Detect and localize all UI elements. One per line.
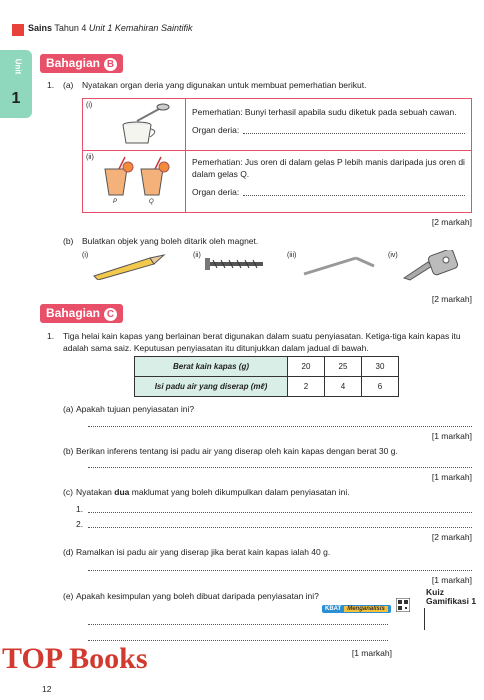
table-cell: 2 [288, 377, 325, 397]
answer-line[interactable] [88, 512, 472, 513]
organ-label: Organ deria: [192, 186, 240, 197]
question-c-label: (c) [63, 487, 73, 497]
unit-tab-label: Unit [13, 58, 23, 75]
kbat-badge [322, 605, 391, 613]
row-number: (ii) [86, 154, 94, 161]
unit-tab [0, 50, 32, 118]
organ-answer-row [192, 187, 465, 197]
question-c-text-pre: Nyatakan [76, 487, 115, 497]
question-d-label: (d) [63, 547, 74, 557]
table-row-text-cell [186, 99, 472, 151]
item-label: (i) [82, 252, 89, 259]
observation-text: Pemerhatian: Jus oren di dalam gelas P lebih manis daripada jus oren di dalam gelas Q. [192, 157, 465, 179]
question-a-label: (a) [63, 404, 74, 414]
answer-line[interactable] [88, 624, 388, 625]
marks-label: [2 markah] [431, 532, 472, 542]
observation-table [82, 98, 472, 213]
section-c-heading [40, 304, 123, 323]
item-label: (iii) [287, 252, 297, 259]
table-row-text-cell [186, 151, 472, 213]
answer-line[interactable] [88, 467, 472, 468]
marks-label: [1 markah] [431, 431, 472, 441]
answer-line[interactable] [88, 570, 472, 571]
table-header-weight: Berat kain kapas (g) [135, 357, 288, 377]
section-b-letter: B [104, 58, 117, 71]
question-a-text: Apakah tujuan penyiasatan ini? [76, 404, 195, 414]
screw-icon[interactable] [203, 254, 268, 272]
question-intro: Tiga helai kain kapas yang berlainan berat digunakan dalam suatu penyiasatan. Ketiga-tiga kain kapas itu adalah sama saiz. Keputusan penyiasatan itu ditunjukkan dalam jadual di bawah. [63, 331, 461, 353]
question-e-text: Apakah kesimpulan yang boleh dibuat daripada penyiasatan ini? [76, 591, 319, 601]
question-a-text: Nyatakan organ deria yang digunakan untuk membuat pemerhatian berikut. [82, 80, 367, 90]
kuiz-line-2: Gamifikasi 1 [426, 596, 477, 606]
straw-icon[interactable] [300, 254, 380, 276]
answer-line[interactable] [243, 195, 465, 196]
answer-number: 1. [76, 504, 84, 514]
book-year: Tahun 4 [54, 23, 87, 33]
table-cell: 4 [325, 377, 362, 397]
item-label: (iv) [388, 252, 398, 259]
question-c-text-bold: dua [114, 487, 130, 497]
question-c-text-post: maklumat yang boleh dikumpulkan dalam penyiasatan ini. [129, 487, 350, 497]
question-number: 1. [47, 80, 55, 90]
observation-text: Pemerhatian: Bunyi terhasil apabila sudu diketuk pada sebuah cawan. [192, 107, 457, 117]
row-number: (i) [86, 102, 93, 109]
glass-p-label: P [113, 199, 118, 205]
results-table [134, 356, 399, 397]
topbooks-logo [2, 642, 148, 676]
qr-code-icon[interactable] [396, 598, 410, 612]
organ-answer-row [192, 125, 465, 135]
section-c-title: Bahagian [46, 306, 101, 320]
book-title: Sains [28, 23, 53, 33]
question-b-label: (b) [63, 236, 74, 246]
answer-line[interactable] [88, 527, 472, 528]
question-c-text [76, 487, 350, 497]
answer-line[interactable] [243, 133, 465, 134]
section-b-heading [40, 54, 123, 73]
table-row-image-cell [83, 151, 186, 213]
table-cell: 6 [362, 377, 399, 397]
unit-tab-number: 1 [11, 90, 21, 107]
table-cell: 30 [362, 357, 399, 377]
marks-label: [2 markah] [431, 294, 472, 304]
table-cell: 20 [288, 357, 325, 377]
page-number: 12 [42, 684, 52, 694]
pencil-icon[interactable] [90, 254, 170, 280]
logo-part-a: TOP [2, 642, 64, 675]
organ-label: Organ deria: [192, 125, 240, 135]
answer-number: 2. [76, 519, 84, 529]
logo-part-b: Books [69, 642, 148, 675]
unit-title: Unit 1 Kemahiran Saintifik [88, 23, 193, 33]
marks-label: [1 markah] [431, 472, 472, 482]
running-header [28, 23, 192, 33]
question-b-text: Berikan inferens tentang isi padu air yang diserap oleh kain kapas dengan berat 30 g. [76, 446, 398, 456]
orange-juice-glasses-icon [101, 155, 171, 203]
question-b-text: Bulatkan objek yang boleh ditarik oleh magnet. [82, 236, 259, 246]
kbat-sublabel: Menganalisis [344, 606, 388, 612]
table-row-image-cell [83, 99, 186, 151]
glass-q-label: Q [149, 199, 154, 205]
question-e-label: (e) [63, 591, 74, 601]
publisher-logo-icon [12, 24, 24, 36]
table-header-volume: Isi padu air yang diserap (mℓ) [135, 377, 288, 397]
question-a-label: (a) [63, 80, 74, 90]
kuiz-divider [424, 608, 425, 630]
kuiz-line-1: Kuiz [426, 587, 444, 597]
section-b-title: Bahagian [46, 56, 101, 70]
key-icon[interactable] [398, 250, 463, 282]
marks-label: [1 markah] [431, 575, 472, 585]
marks-label: [2 markah] [431, 217, 472, 227]
question-number: 1. [47, 331, 55, 341]
kbat-label: KBAT [325, 606, 342, 612]
answer-line[interactable] [88, 426, 472, 427]
question-d-text: Ramalkan isi padu air yang diserap jika berat kain kapas ialah 40 g. [76, 547, 331, 557]
answer-line[interactable] [88, 640, 388, 641]
marks-label: [1 markah] [351, 648, 392, 658]
cup-and-spoon-icon [113, 103, 173, 147]
section-c-letter: C [104, 308, 117, 321]
question-b-label: (b) [63, 446, 74, 456]
table-cell: 25 [325, 357, 362, 377]
item-label: (ii) [193, 252, 201, 259]
